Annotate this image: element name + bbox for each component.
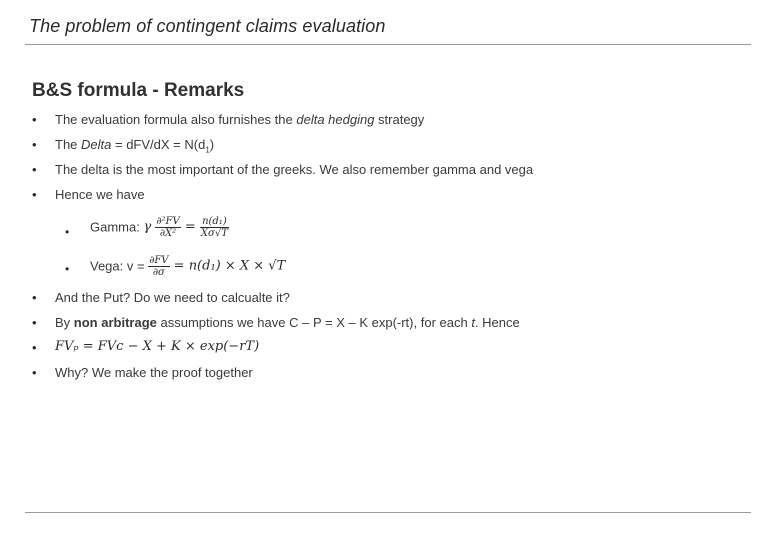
gamma-rhs-fraction: [200, 216, 229, 239]
gamma-rhs-numerator: n(d₁): [202, 216, 227, 227]
bullet-text-pre: By: [55, 315, 74, 330]
bullet-text-mid: assumptions we have C – P = X – K exp(-rt), for each: [156, 315, 472, 330]
vega-formula: [90, 255, 285, 278]
vega-lhs-fraction: [148, 255, 169, 278]
sub-bullet-marker: •: [65, 262, 70, 276]
bullet-text-emphasis: delta hedging: [296, 112, 375, 127]
bullet-marker: •: [32, 290, 37, 305]
gamma-formula: [90, 216, 229, 239]
bullet-proof: Why? We make the proof together: [55, 365, 253, 380]
gamma-lhs-numerator: ∂²FV: [156, 216, 180, 227]
bullet-text-pre: The: [55, 137, 82, 152]
bullet-text-subscript: 1: [205, 145, 210, 155]
bullet-text-post: = dFV/dX = N(d: [111, 137, 206, 152]
vega-lhs-numerator: ∂FV: [149, 255, 169, 266]
bullet-delta-hedging: [55, 112, 424, 128]
bullet-text-end: ): [209, 137, 215, 152]
bullet-marker: •: [32, 187, 37, 202]
slide-header-title: The problem of contingent claims evaluation: [29, 16, 386, 36]
sub-bullet-marker: •: [65, 225, 70, 239]
bullet-text-strong: non arbitrage: [73, 315, 157, 330]
gamma-symbol: γ: [143, 219, 156, 235]
gamma-lhs-fraction: [155, 216, 180, 239]
bullet-put-question: And the Put? Do we need to calcualte it?: [55, 290, 290, 305]
vega-rhs: = n(d₁) × X × √T: [169, 258, 286, 274]
gamma-rhs-denominator: Xσ√T: [200, 228, 228, 239]
bullet-marker: •: [32, 137, 37, 152]
bullet-marker: •: [32, 340, 37, 355]
vega-lhs-denominator: ∂σ: [148, 266, 169, 278]
bullet-text-pre: The evaluation formula also furnishes the: [55, 112, 297, 127]
bullet-marker: •: [32, 315, 37, 330]
bullet-marker: •: [32, 365, 37, 380]
bullet-delta-definition: [55, 137, 214, 159]
bullet-text-emphasis: Delta: [81, 137, 112, 152]
section-title: B&S formula - Remarks: [32, 80, 245, 101]
bullet-text-emphasis: t: [471, 315, 475, 330]
bullet-marker: •: [32, 162, 37, 177]
gamma-lhs-denominator: ∂X²: [155, 227, 180, 239]
header-divider: [25, 44, 751, 45]
footer-divider: [25, 512, 751, 513]
bullet-marker: •: [32, 112, 37, 127]
bullet-hence: Hence we have: [55, 187, 145, 202]
bullet-non-arbitrage: [55, 315, 520, 331]
bullet-greeks: The delta is the most important of the greeks. We also remember gamma and vega: [55, 162, 534, 177]
bullet-text-post: strategy: [374, 112, 425, 127]
gamma-equals: =: [180, 219, 200, 235]
vega-label: Vega: v =: [90, 258, 149, 274]
gamma-label: Gamma:: [90, 219, 140, 235]
put-formula: FVₚ = FVᴄ − X + K × exp(−rT): [55, 339, 260, 354]
bullet-text-post: . Hence: [474, 315, 520, 330]
